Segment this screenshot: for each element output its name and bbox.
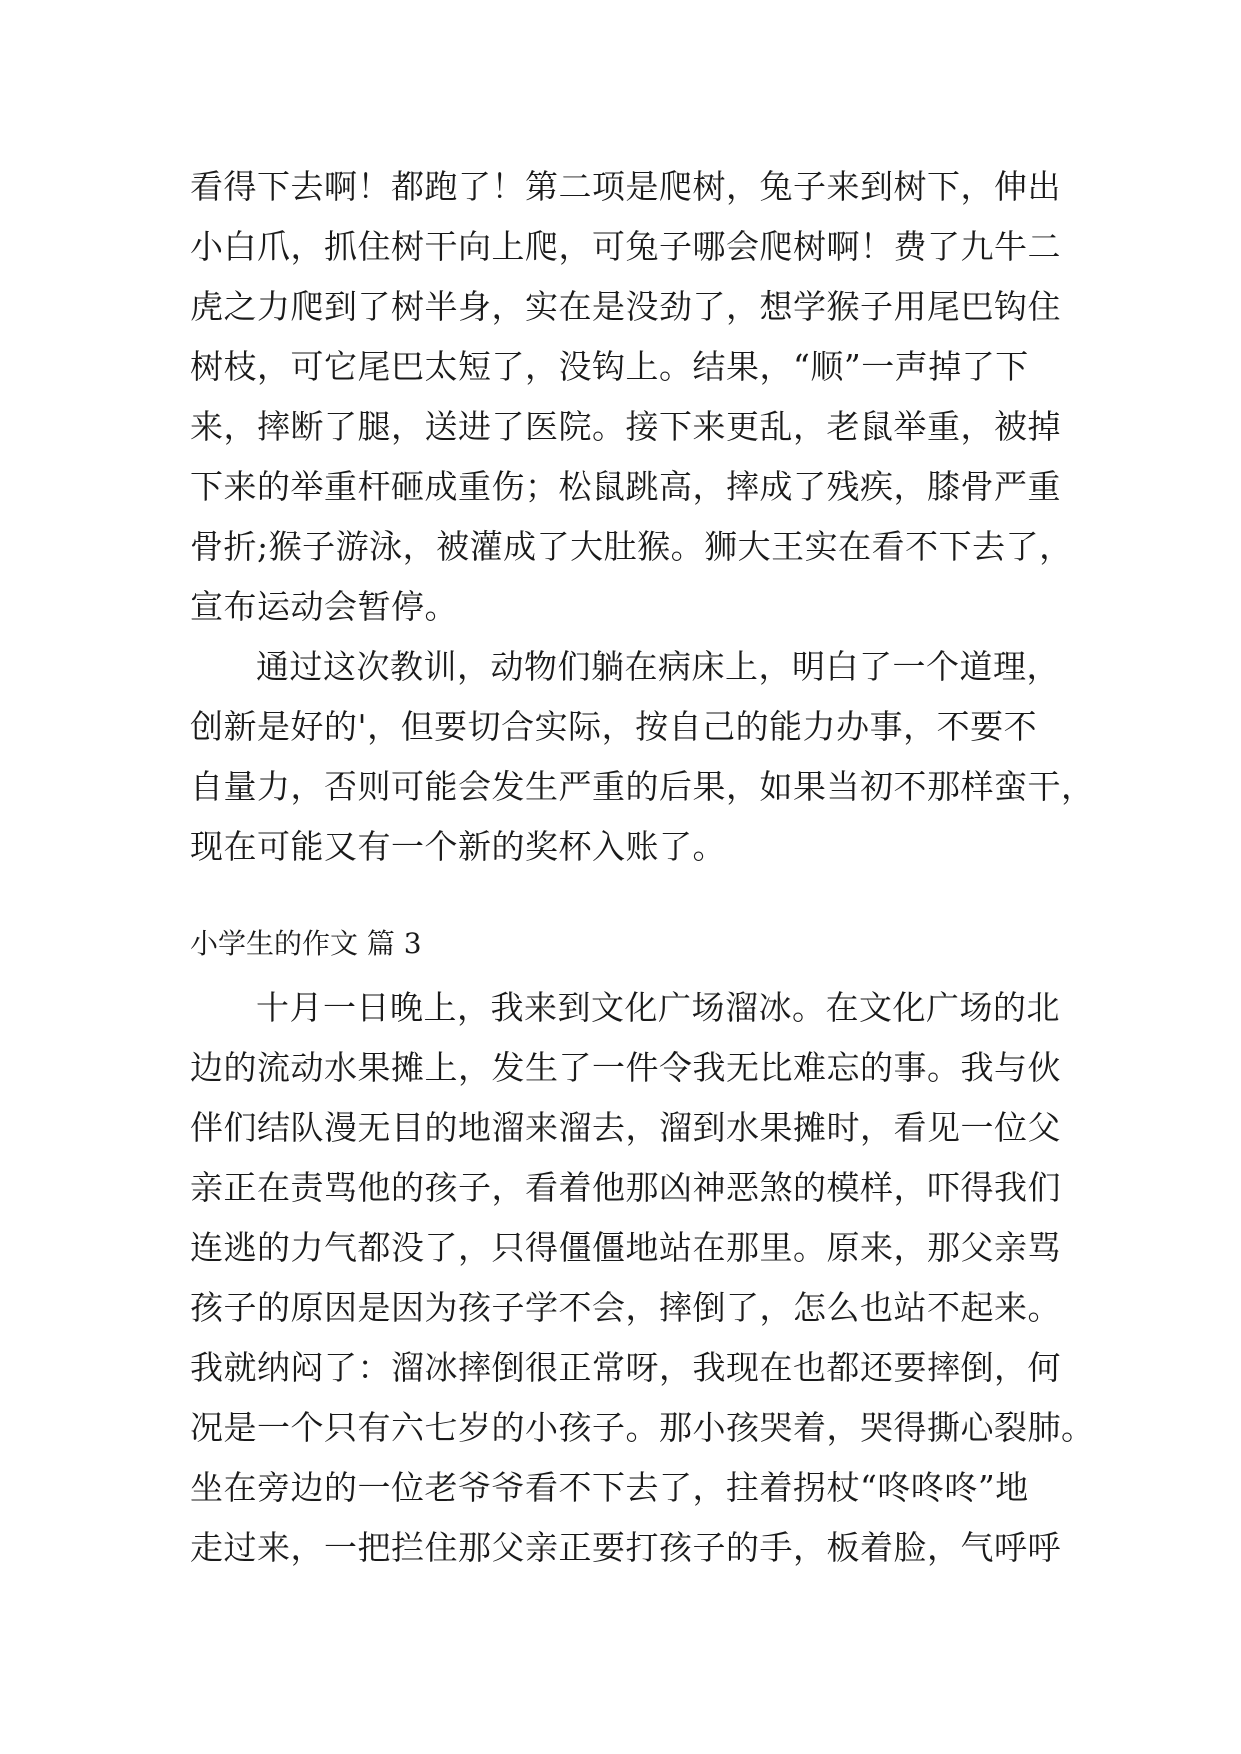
text-line: 树枝，可它尾巴太短了，没钩上。结果，“顺”一声掉了下	[190, 347, 1029, 386]
text-line: 创新是好的'，但要切合实际，按自己的能力办事，不要不	[190, 707, 1038, 746]
text-line: 伴们结队漫无目的地溜来溜去，溜到水果摊时，看见一位父	[190, 1108, 1061, 1147]
text-line: 小白爪，抓住树干向上爬，可兔子哪会爬树啊！费了九牛二	[190, 227, 1061, 266]
text-line: 现在可能又有一个新的奖杯入账了。	[190, 827, 726, 866]
text-line: 宣布运动会暂停。	[190, 587, 458, 626]
text-line: 连逃的力气都没了，只得僵僵地站在那里。原来，那父亲骂	[190, 1228, 1061, 1267]
text-line: 来，摔断了腿，送进了医院。接下来更乱，老鼠举重，被掉	[190, 407, 1061, 446]
text-line: 孩子的原因是因为孩子学不会，摔倒了，怎么也站不起来。	[190, 1288, 1061, 1327]
text-line: 骨折;猴子游泳，被灌成了大肚猴。狮大王实在看不下去了，	[190, 527, 1073, 566]
text-line: 坐在旁边的一位老爷爷看不下去了，拄着拐杖“咚咚咚”地	[190, 1468, 1029, 1507]
text-line: 通过这次教训，动物们躺在病床上，明白了一个道理，	[256, 647, 1060, 686]
text-line: 下来的举重杆砸成重伤；松鼠跳高，摔成了残疾，膝骨严重	[190, 467, 1061, 506]
text-line: 边的流动水果摊上，发生了一件令我无比难忘的事。我与伙	[190, 1048, 1061, 1087]
text-line: 看得下去啊！都跑了！第二项是爬树，兔子来到树下，伸出	[190, 167, 1061, 206]
text-line: 我就纳闷了：溜冰摔倒很正常呀，我现在也都还要摔倒，何	[190, 1348, 1061, 1387]
text-line: 自量力，否则可能会发生严重的后果，如果当初不那样蛮干，	[190, 767, 1095, 806]
text-line: 十月一日晚上，我来到文化广场溜冰。在文化广场的北	[256, 988, 1060, 1027]
text-line: 虎之力爬到了树半身，实在是没劲了，想学猴子用尾巴钩住	[190, 287, 1061, 326]
text-line: 走过来，一把拦住那父亲正要打孩子的手，板着脸，气呼呼	[190, 1528, 1061, 1567]
text-line: 况是一个只有六七岁的小孩子。那小孩哭着，哭得撕心裂肺。	[190, 1408, 1095, 1447]
text-line: 亲正在责骂他的孩子，看着他那凶神恶煞的模样，吓得我们	[190, 1168, 1061, 1207]
section-heading: 小学生的作文 篇 3	[190, 927, 422, 960]
